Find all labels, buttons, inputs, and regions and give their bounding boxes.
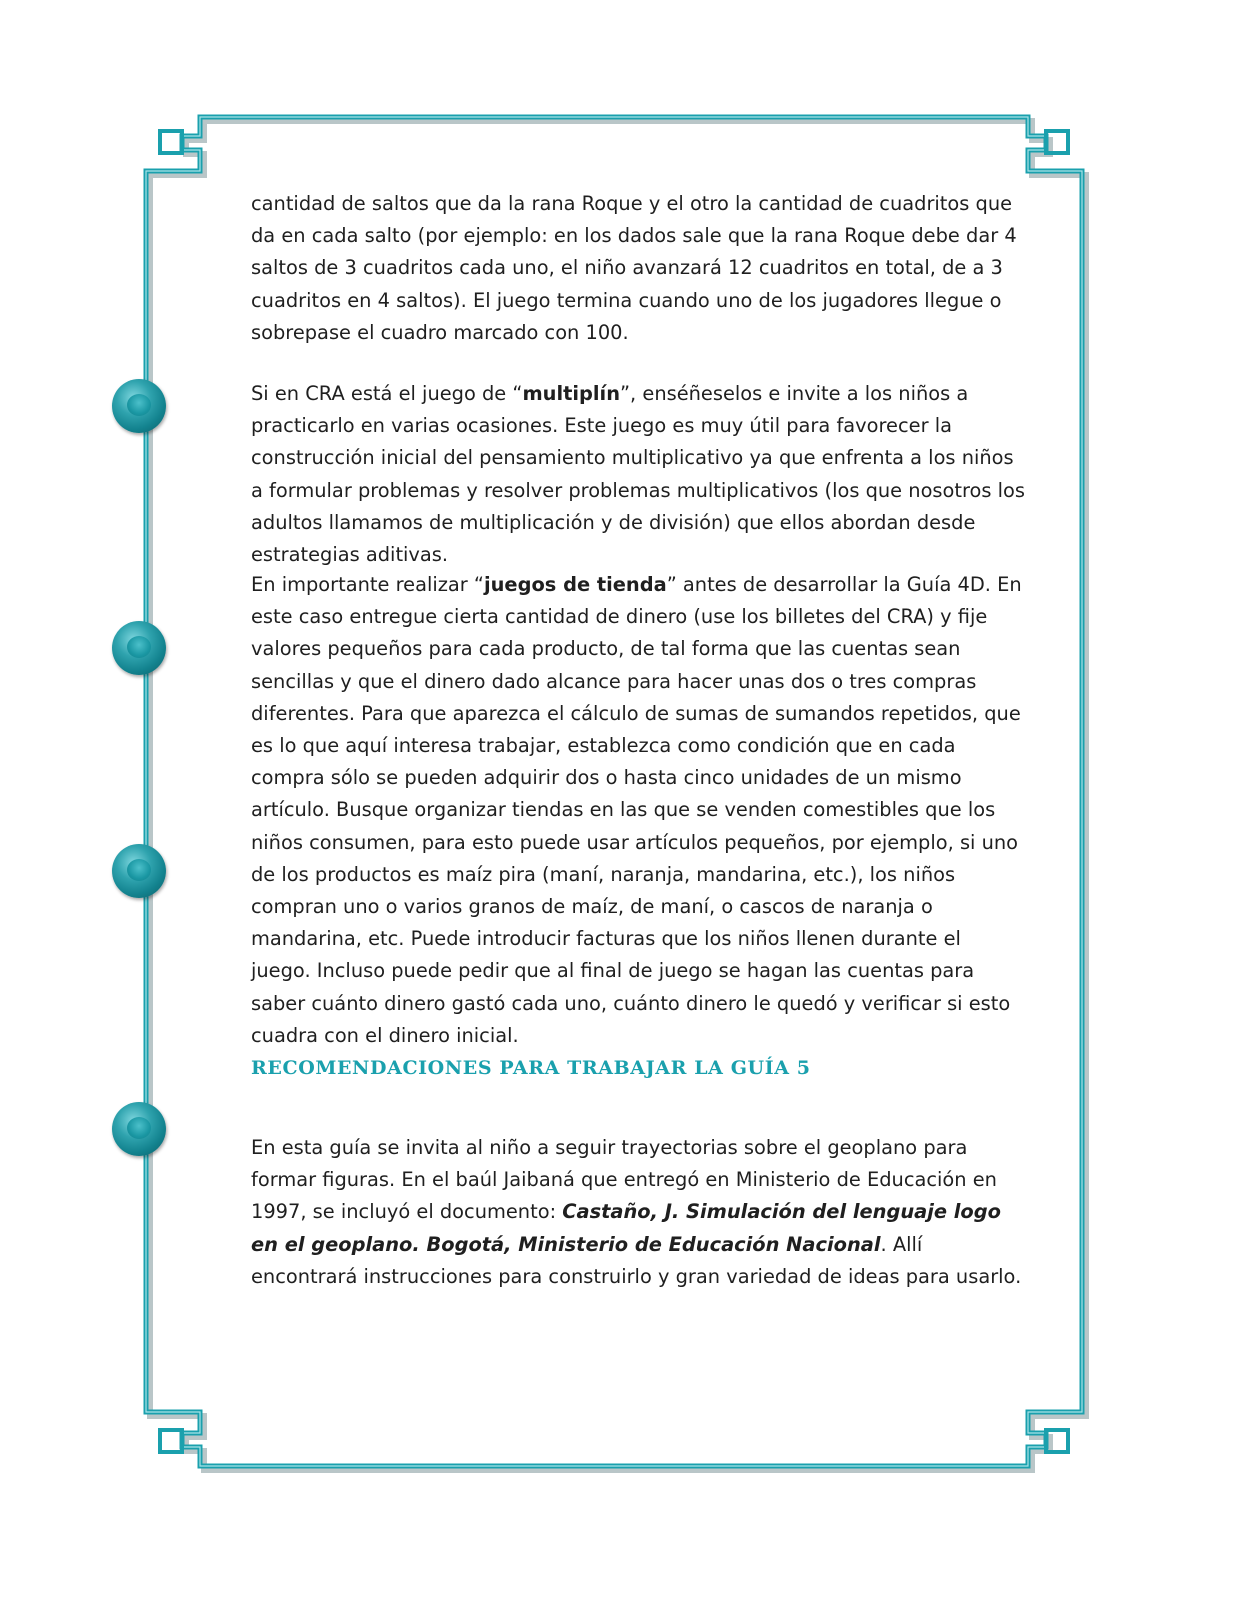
decorative-bead [112, 844, 166, 898]
decorative-bead [112, 621, 166, 675]
bold-term-multiplin: multiplín [522, 382, 621, 405]
paragraph-text: . Allí encontrará instrucciones para construirlo y gran variedad de ideas para usarlo. [251, 1232, 1022, 1288]
paragraph-text: ” antes de desarrollar la Guía 4D. En este caso entregue cierta cantidad de dinero (use los billetes del CRA) y fije valores pequeños para cada producto, de tal forma que las cuentas sean sencillas y que el dinero dado alcance para hacer unas dos o tres compras diferentes. Para que aparezca el cálculo de sumas de sumandos repetidos, que es lo que aquí interesa trabajar, establezca como condición que en cada compra sólo se pueden adquirir dos o hasta cinco unidades de un mismo artículo. Busque organizar tiendas en las que se venden comestibles que los niños consumen, para esto puede usar artículos pequeños, por ejemplo, si uno de los productos es maíz pira (maní, naranja, mandarina, etc.), los niños compran uno o varios granos de maíz, de maní, o cascos de naranja o mandarina, etc. Puede introducir facturas que los niños llenen durante el juego. Incluso puede pedir que al final de juego se hagan las cuentas para saber cuánto dinero gastó cada uno, cuánto dinero le quedó y verificar si esto cuadra con el dinero inicial. [251, 573, 1022, 1047]
bold-term-juegos-de-tienda: juegos de tienda [483, 573, 667, 596]
paragraph-rana-roque: cantidad de saltos que da la rana Roque y el otro la cantidad de cuadritos que da en cada salto (por ejemplo: en los dados sale que la rana Roque debe dar 4 saltos de 3 cuadritos cada uno, el niño avanzará 12 cuadritos en total, de a 3 cuadritos en 4 saltos). El juego termina cuando uno de los jugadores llegue o sobrepase el cuadro marcado con 100. [251, 192, 1017, 344]
decorative-bead [112, 379, 166, 433]
paragraph-juegos-de-tienda [251, 569, 1026, 1052]
paragraph-text: En esta guía se invita al niño a seguir trayectorias sobre el geoplano para formar figuras. En el baúl Jaibaná que entregó en Ministerio de Educación en 1997, se incluyó el documento: [251, 1136, 997, 1224]
paragraph-multiplin [251, 378, 1026, 571]
paragraph-text: ”, enséñeselos e invite a los niños a practicarlo en varias ocasiones. Este juego es muy útil para favorecer la construcción inicial del pensamiento multiplicativo ya que enfrenta a los niños a formular problemas y resolver problemas multiplicativos (los que nosotros los adultos llamamos de multiplicación y de división) que ellos abordan desde estrategias aditivas. [251, 382, 1026, 567]
paragraph-text: Si en CRA está el juego de “ [251, 382, 523, 405]
bold-italic-citation: Castaño, J. Simulación del lenguaje logo en el geoplano. Bogotá, Ministerio de Educación Nacional [251, 1200, 1001, 1256]
paragraph-geoplano [251, 1132, 1026, 1293]
paragraph-text: En importante realizar “ [251, 573, 484, 596]
decorative-bead [112, 1102, 166, 1156]
section-heading: RECOMENDACIONES PARA TRABAJAR LA GUÍA 5 [251, 1057, 811, 1079]
